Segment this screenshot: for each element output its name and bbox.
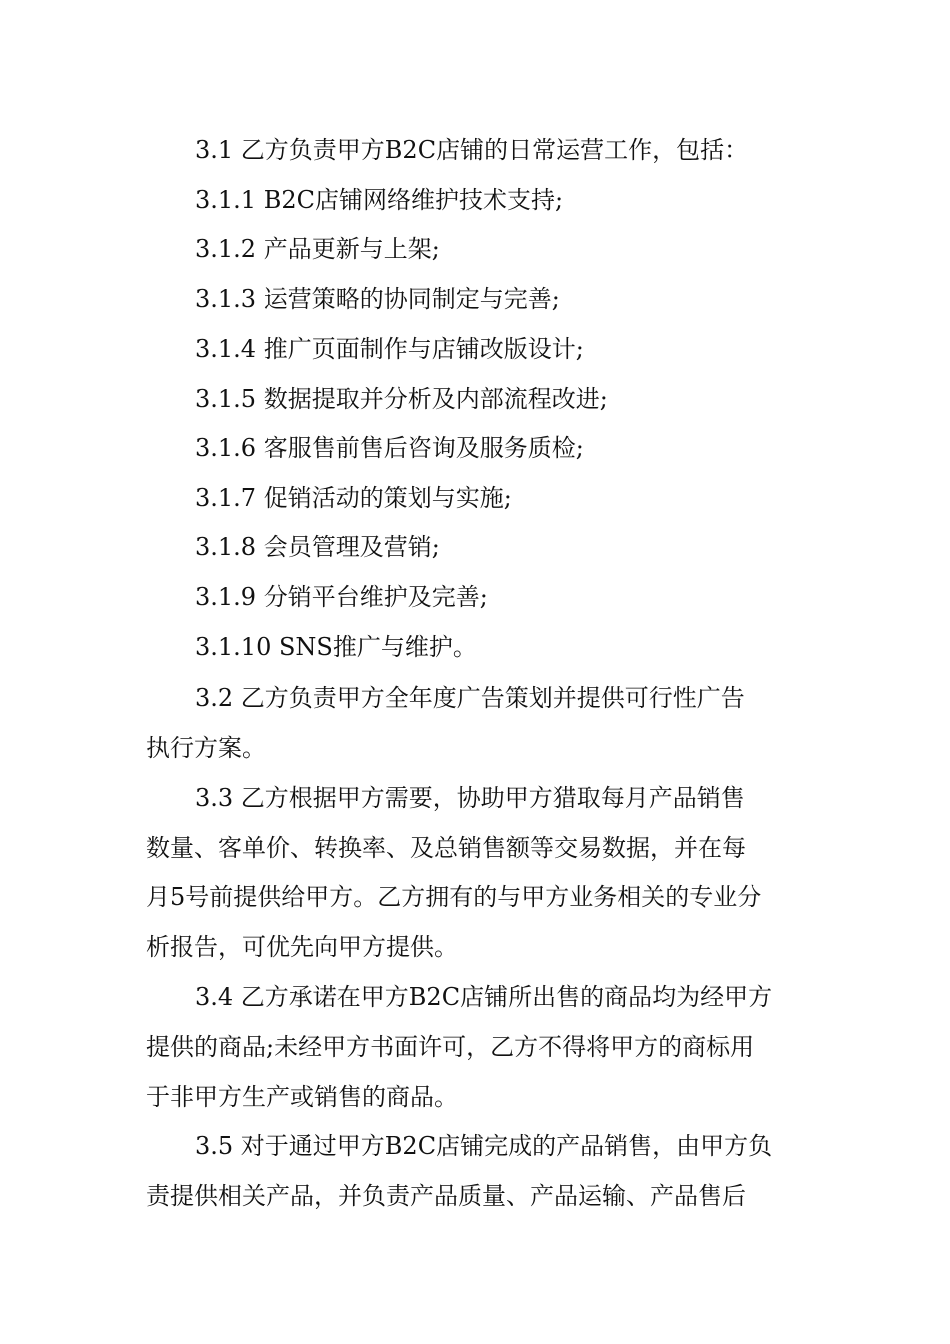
clause-3-4-line-1: 3.4 乙方承诺在甲方B2C店铺所出售的商品均为经甲方 xyxy=(195,983,773,1011)
clause-3-1-5: 3.1.5 数据提取并分析及内部流程改进; xyxy=(195,385,608,413)
clause-3-3-line-1: 3.3 乙方根据甲方需要，协助甲方猎取每月产品销售 xyxy=(195,784,745,812)
clause-3-1-10: 3.1.10 SNS推广与维护。 xyxy=(195,633,477,661)
clause-3-1-1: 3.1.1 B2C店铺网络维护技术支持; xyxy=(195,186,564,214)
clause-3-5-line-2: 责提供相关产品，并负责产品质量、产品运输、产品售后 xyxy=(146,1182,746,1210)
clause-3-1-9: 3.1.9 分销平台维护及完善; xyxy=(195,583,488,611)
clause-3-1: 3.1 乙方负责甲方B2C店铺的日常运营工作，包括： xyxy=(195,136,749,164)
clause-3-1-6: 3.1.6 客服售前售后咨询及服务质检; xyxy=(195,434,584,462)
clause-3-1-3: 3.1.3 运营策略的协同制定与完善; xyxy=(195,285,560,313)
clause-3-1-7: 3.1.7 促销活动的策划与实施; xyxy=(195,484,512,512)
clause-3-3-line-3: 月5号前提供给甲方。乙方拥有的与甲方业务相关的专业分 xyxy=(146,883,762,911)
clause-3-3-line-4: 析报告，可优先向甲方提供。 xyxy=(146,933,458,961)
clause-3-2-line-2: 执行方案。 xyxy=(146,734,266,762)
clause-3-5-line-1: 3.5 对于通过甲方B2C店铺完成的产品销售，由甲方负 xyxy=(195,1132,773,1160)
clause-3-4-line-2: 提供的商品;未经甲方书面许可，乙方不得将甲方的商标用 xyxy=(146,1033,755,1061)
clause-3-1-4: 3.1.4 推广页面制作与店铺改版设计; xyxy=(195,335,584,363)
clause-3-2-line-1: 3.2 乙方负责甲方全年度广告策划并提供可行性广告 xyxy=(195,684,745,712)
clause-3-1-8: 3.1.8 会员管理及营销; xyxy=(195,533,440,561)
clause-3-3-line-2: 数量、客单价、转换率、及总销售额等交易数据，并在每 xyxy=(146,834,746,862)
clause-3-1-2: 3.1.2 产品更新与上架; xyxy=(195,235,440,263)
clause-3-4-line-3: 于非甲方生产或销售的商品。 xyxy=(146,1083,458,1111)
